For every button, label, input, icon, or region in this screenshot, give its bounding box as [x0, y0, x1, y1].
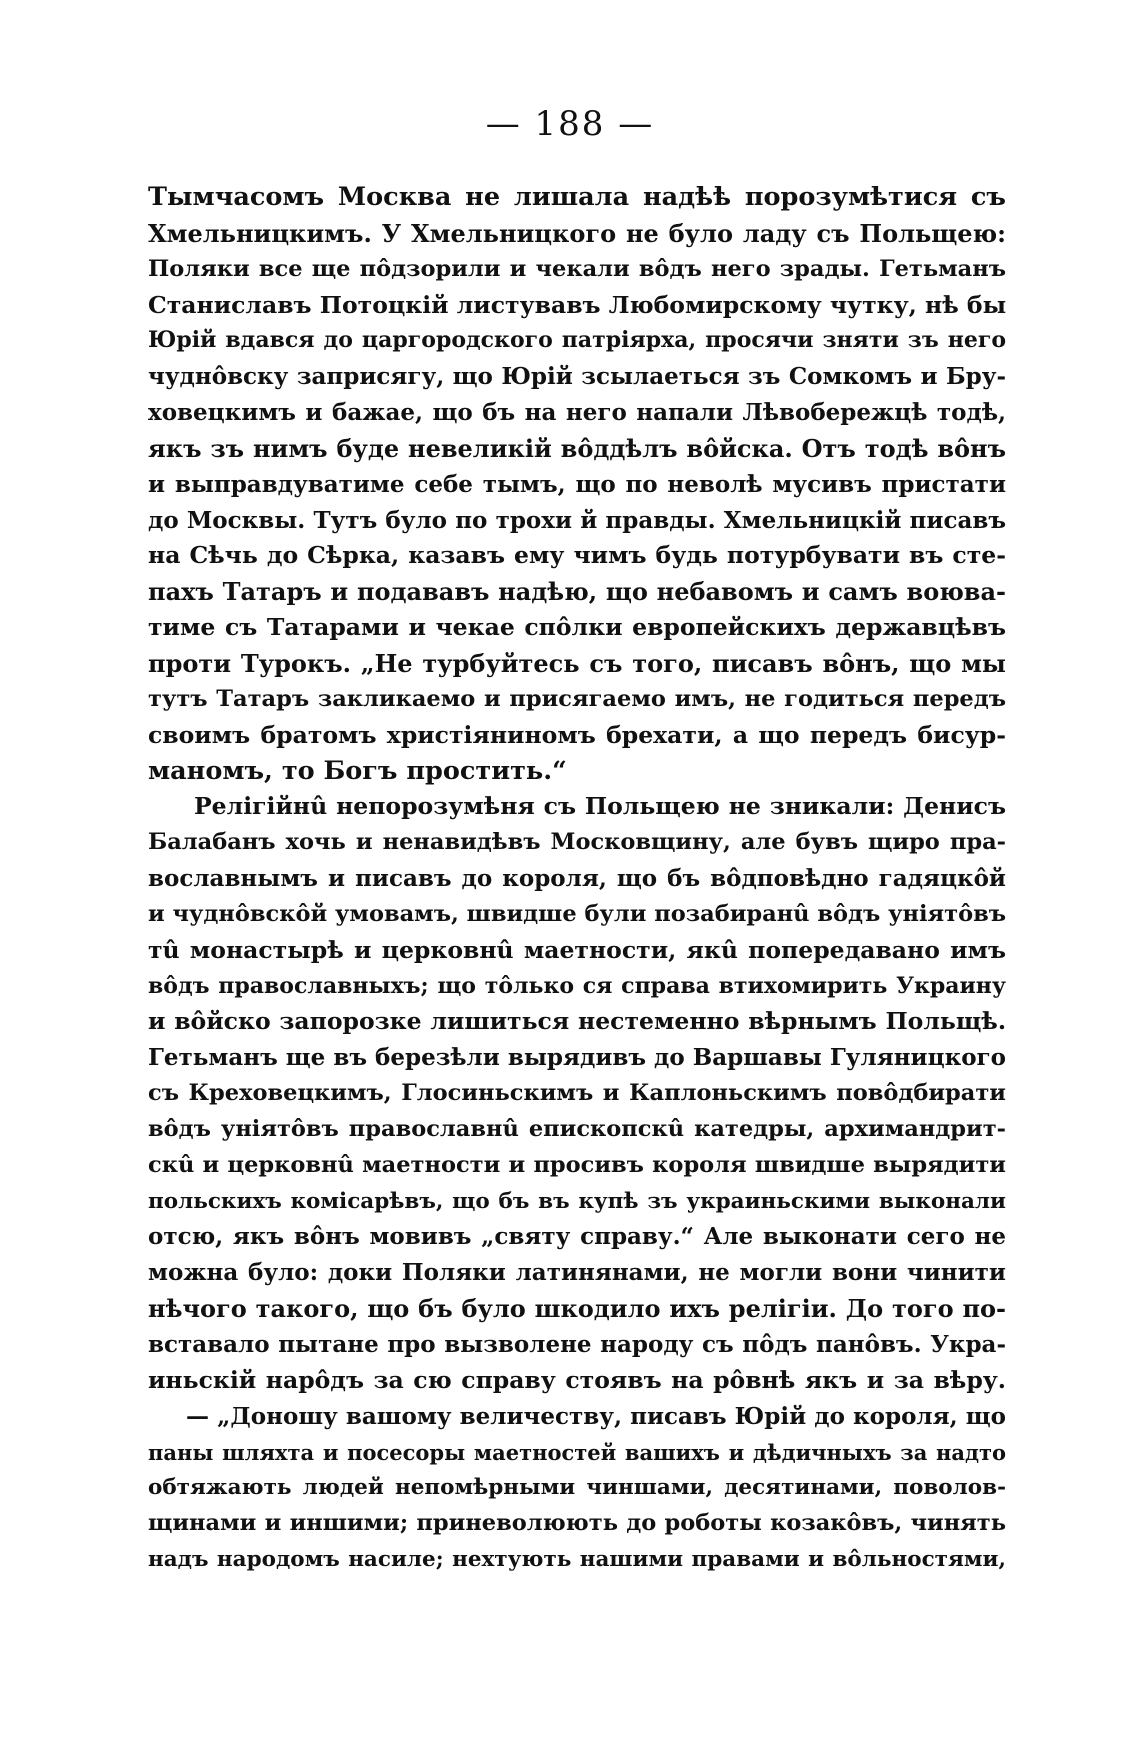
- text-line: обтяжають людей непомѣрными чиншами, десятинами, поволов-: [148, 1475, 1006, 1501]
- text-line: скû и церковнû маетности и просивъ короля швидше вырядити: [148, 1151, 1006, 1178]
- text-line: пахъ Татаръ и подававъ надѣю, що небавомъ и самъ воюва-: [148, 577, 1006, 607]
- text-line: тиме съ Татарами и чекае спôлки европейскихъ державцѣвъ: [148, 613, 1006, 642]
- text-line: щинами и иншими; приневолюють до роботы козакôвъ, чинять: [148, 1510, 1006, 1537]
- text-line: тутъ Татаръ закликаемо и присягаемо имъ, не годиться передъ: [148, 685, 1006, 712]
- text-line: маномъ, то Богъ простить.“: [148, 755, 567, 786]
- text-line: нѣчого такого, що бъ було шкодило ихъ релігіи. До того по-: [148, 1294, 1006, 1324]
- text-line: съ Креховецкимъ, Глосиньскимъ и Каплоньскимъ повôдбирати: [148, 1080, 1006, 1107]
- text-line: польскихъ комісарѣвъ, що бъ въ купѣ зъ украиньскими выконали: [148, 1188, 1006, 1214]
- text-line: вôдъ православныхъ; що тôлько ся справа втихомирить Украину: [148, 972, 1006, 999]
- text-line: Гетьманъ ще въ березѣли вырядивъ до Варшавы Гуляницкого: [148, 1044, 1006, 1072]
- body-text: [148, 180, 1006, 1578]
- text-line: до Москвы. Тутъ було по трохи й правды. Хмельницкій писавъ: [148, 506, 1006, 534]
- paragraph-start-line: Релігійнû непорозумѣня съ Польщею не зникали: Денисъ: [194, 792, 1006, 821]
- text-line: тû монастырѣ и церковнû маетности, якû попередавано имъ: [148, 935, 1006, 964]
- text-line: вославнымъ и писавъ до короля, що бъ вôдповѣдно гадяцкôй: [148, 865, 1006, 893]
- text-line: Станиславъ Потоцкій листувавъ Любомирскому чутку, нѣ бы: [148, 290, 1006, 319]
- text-line: и чуднôвскôй умовамъ, швидше були позабиранû вôдъ уніятôвъ: [148, 900, 1006, 927]
- text-line: ховецкимъ и бажае, що бъ на него напали Лѣвобережцѣ тодѣ,: [148, 399, 1006, 427]
- text-line: и вôйско запорозке лишиться нестеменно вѣрнымъ Польщѣ.: [148, 1007, 1006, 1036]
- text-line: паны шляхта и посесоры маетностей вашихъ и дѣдичныхъ за надто: [148, 1439, 1006, 1465]
- text-line: и выправдуватиме себе тымъ, що по неволѣ мусивъ пристати: [148, 470, 1006, 498]
- text-line: своимъ братомъ христіяниномъ брехати, а що передъ бисур-: [148, 720, 1006, 749]
- page-number: — 188 —: [485, 104, 655, 144]
- text-line: можна було: доки Поляки латинянами, не могли вони чинити: [148, 1259, 1006, 1287]
- text-line: Юрій вдався до царгородского патріярха, просячи зняти зъ него: [148, 327, 1006, 354]
- text-line: надъ народомъ насиле; нехтують нашими правами и вôльностями,: [148, 1547, 1006, 1573]
- text-line: иньскій нарôдъ за сю справу стоявъ на рôвнѣ якъ и за вѣру.: [148, 1365, 1006, 1394]
- text-line: вставало пытане про вызволене народу съ пôдъ панôвъ. Укра-: [148, 1331, 1006, 1358]
- text-line: вôдъ уніятôвъ православнû епископскû катедры, архимандрит-: [148, 1115, 1006, 1142]
- text-line: на Сѣчь до Сѣрка, казавъ ему чимъ будь потурбувати въ сте-: [148, 541, 1006, 570]
- paragraph-start-line: — „Доношу вашому величеству, писавъ Юрій до короля, що: [186, 1402, 1006, 1430]
- text-line: Поляки все ще пôдзорили и чекали вôдъ него зрады. Гетьманъ: [148, 255, 1006, 282]
- text-line: якъ зъ нимъ буде невеликій вôддѣлъ вôйска. Отъ тодѣ вôнъ: [148, 433, 1006, 463]
- text-line: отсю, якъ вôнъ мовивъ „святу справу.“ Але выконати сего не: [148, 1223, 1006, 1251]
- text-line: чуднôвску заприсягу, що Юрій зсылаеться зъ Сомкомъ и Бру-: [148, 363, 1006, 391]
- text-line: проти Турокъ. „Не турбуйтесь съ того, писавъ вôнъ, що мы: [148, 648, 1006, 678]
- text-line: Хмельницкимъ. У Хмельницкого не було ладу съ Польщею:: [148, 218, 1006, 248]
- text-line: Балабанъ хочь и ненавидѣвъ Московщину, але бувъ щиро пра-: [148, 829, 1006, 856]
- text-line: Тымчасомъ Москва не лишала надѣѣ порозумѣтися съ: [148, 182, 1006, 212]
